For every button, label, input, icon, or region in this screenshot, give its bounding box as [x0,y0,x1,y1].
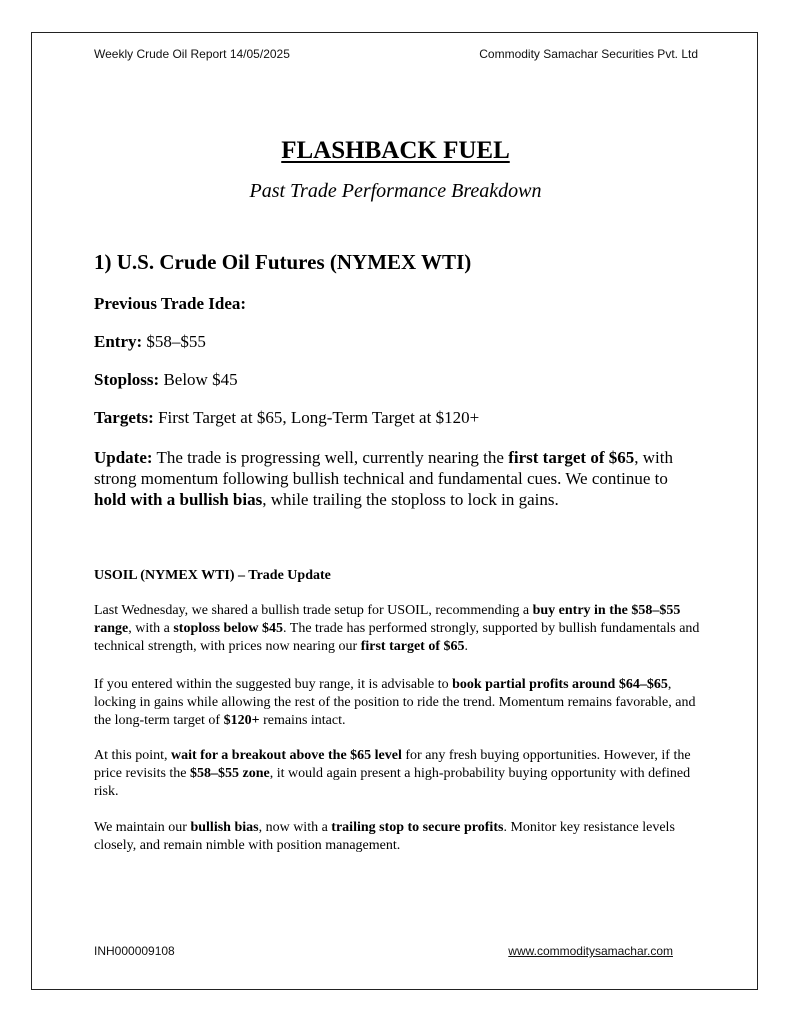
update-text-2: , with strong momentum following bullish technical and fundamental cues. We continue to [94,448,673,488]
targets-label: Targets: [94,408,154,427]
trade-update-paragraph-1 [94,602,704,656]
trade-update-heading: USOIL (NYMEX WTI) – Trade Update [94,568,331,583]
p3-bold-2: $58–$55 zone [190,766,270,781]
entry-label: Entry: [94,332,143,351]
p4-text-2: , now with a [258,820,332,835]
p3-text-1: At this point, [94,748,172,763]
p1-bold-1: buy entry in the $58–$55 range [94,603,681,636]
p3-bold-1: wait for a breakout above the $65 level [171,748,402,763]
p1-text-4: . [464,639,468,654]
p2-bold-2: $120+ [223,713,260,728]
p2-text-3: remains intact. [259,713,346,728]
p1-text-1: Last Wednesday, we shared a bullish trade setup for USOIL, recommending a [94,603,533,618]
p1-text-2: , with a [128,621,174,636]
header-report-title: Weekly Crude Oil Report 14/05/2025 [94,47,290,61]
p1-bold-2: stoploss below $45 [173,621,284,636]
p2-text-2: , locking in gains while allowing the rest of the position to ride the trend. Momentum remains favorable, and the long-term target of [94,677,696,728]
trade-update-paragraph-4 [94,819,704,855]
update-bold-2: hold with a bullish bias [94,490,263,509]
page-title-text: FLASHBACK FUEL [281,137,510,164]
p1-text-3: . The trade has performed strongly, supported by bullish fundamentals and technical strength, with prices now nearing our [94,621,700,654]
trade-update-paragraph-2 [94,676,704,730]
p2-bold-1: book partial profits around $64–$65 [452,677,668,692]
p3-text-2: for any fresh buying opportunities. However, if the price revisits the [94,748,691,781]
entry-value: $58–$55 [142,332,206,351]
p4-text-1: We maintain our [94,820,191,835]
stoploss-label: Stoploss: [94,370,160,389]
trade-update-paragraph-3 [94,747,704,801]
footer-registration-number: INH000009108 [94,944,175,958]
p4-bold-1: bullish bias [190,820,259,835]
update-text-3: , while trailing the stoploss to lock in gains. [262,490,559,509]
page-title [0,137,791,165]
header-company-name: Commodity Samachar Securities Pvt. Ltd [479,47,698,61]
entry-line [94,332,206,352]
p4-text-3: . Monitor key resistance levels closely, and remain nimble with position management. [94,820,675,853]
page-subtitle: Past Trade Performance Breakdown [249,180,542,202]
update-text-1: The trade is progressing well, currently nearing the [152,448,509,467]
targets-value: First Target at $65, Long-Term Target at $120+ [153,408,480,427]
p2-text-1: If you entered within the suggested buy range, it is advisable to [94,677,453,692]
targets-line [94,408,479,428]
stoploss-value: Below $45 [159,370,238,389]
update-label: Update: [94,448,153,467]
section-heading: 1) U.S. Crude Oil Futures (NYMEX WTI) [94,250,472,274]
p1-bold-3: first target of $65 [360,639,465,654]
update-bold-1: first target of $65 [508,448,635,467]
p3-text-3: , it would again present a high-probability buying opportunity with defined risk. [94,766,691,799]
previous-trade-idea-label: Previous Trade Idea: [94,294,247,313]
stoploss-line [94,370,238,390]
footer-website-link[interactable]: www.commoditysamachar.com [508,944,673,958]
p4-bold-2: trailing stop to secure profits [331,820,504,835]
update-paragraph [94,447,704,510]
